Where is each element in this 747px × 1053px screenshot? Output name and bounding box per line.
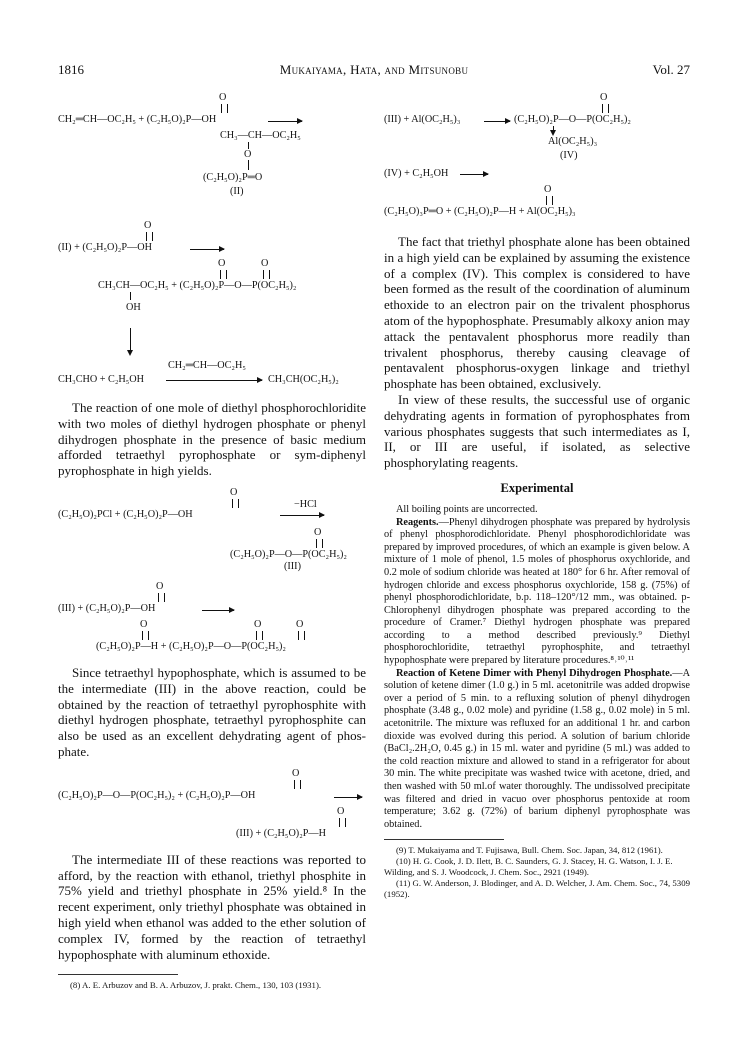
running-title: Mukaiyama, Hata, and Mitsunobu [279, 62, 469, 77]
oxygen-atom: O [144, 220, 152, 231]
section-heading: Experimental [500, 480, 574, 495]
oxygen-atom: O [600, 92, 608, 103]
double-bond [602, 104, 609, 113]
down-arrow [130, 328, 131, 354]
oxygen-atom: O [314, 526, 322, 538]
double-bond [146, 232, 153, 241]
paragraph-body: —A solution of ketene dimer (1.0 g.) in 5 ml. acetonitrile was added dropwise over a period of 5 min. to a refluxing solution of phenyl dihydrogen phosphate (3.48 g., 0.02 mole) and pyridine (1.58 g., 0.02 mole) in 5 ml. acetonitrile. The mixture was refluxed for an additional 1 hr. and carbon dioxide was evolved during this period. A solution of barium chloride (BaCl₂.2H₂O, 0.45 g.) in 15 ml. water and pyridine (5 ml.) was added to the cold reaction mixture and allowed to stand in a refrigerator for about 30 min. The white precipitate was washed twice with acetone, dried, and then washed with 50 ml.of water thoroughly. The undissolved precipitate was filtered and dried in vacuo over phosphorus pentoxide at room temperature; 3.62 g. (72%) of barium diphenyl pyrophosphate was obtained. [384, 667, 690, 830]
reaction-arrow [460, 174, 488, 175]
compound-label: (IV) [560, 150, 578, 161]
left-column [58, 92, 366, 991]
oxygen-atom: O [230, 486, 238, 498]
reaction-arrow [202, 610, 234, 611]
paragraph: The intermediate III of these reactions was reported to afford, by the reaction with ethanol, triethyl phosphite in 75% yield and triethyl phosphate in 25% yield.⁸ In the recent experiment, only triethyl phosphate was obtained in high yield when ethanol was added to the ether solution of complex IV, formed by the reaction of tetraethyl hypophosphate with aluminum ethoxide. [58, 851, 366, 962]
products: CH₃CH—OC₂H₅ + (C₂H₅O)₂P—O—P(OC₂H₅)₂ [98, 280, 297, 291]
double-bond [220, 270, 227, 279]
bond [130, 292, 131, 300]
aluminum-ethoxide: Al(OC₂H₅)₃ [548, 136, 598, 147]
double-bond [221, 104, 228, 113]
footnote-divider [384, 839, 504, 840]
paragraph: All boiling points are uncorrected. [396, 503, 538, 515]
product: (C₂H₅O)₂P—O—P(OC₂H₅)₂ [230, 548, 347, 560]
reactants: (C₂H₅O)₂PCl + (C₂H₅O)₂P—OH [58, 508, 193, 520]
products: (III) + (C₂H₅O)₂P—H [236, 827, 326, 839]
equation-1 [58, 92, 366, 220]
run-in-heading: Reagents. [396, 516, 439, 528]
double-bond [298, 631, 305, 640]
footnote: (10) H. G. Cook, J. D. Ilett, B. C. Saunders, G. J. Stacey, H. G. Watson, I. J. E. Wilding, and S. J. Woodcock, J. Chem. Soc., 2921 (1949). [384, 856, 673, 878]
oxygen-atom: O [219, 92, 227, 103]
products: (C₂H₅O)₃P═O + (C₂H₅O)₂P—H + Al(OC₂H₅)₃ [384, 206, 576, 217]
paragraph: The fact that triethyl phosphate alone has been obtained in a high yield can be explained by assuming the existence of a complex (IV). This complex is considered to have been formed as the result of the coordination of aluminum ethoxide to an electron pair on the trivalent phosphorus atom of the hypophosphate. Presumably alkoxy anion may attack the pentavalent phosphorus more readily than trivalent phosphorus, thereby causing cleavage of pentavalent phosphorus-oxygen linkage and triethyl phosphate has been obtained, exclusively. [384, 234, 690, 392]
double-bond [316, 539, 323, 548]
product: (C₂H₅O)₂P═O [203, 172, 263, 183]
oxygen-atom: O [218, 258, 226, 269]
double-bond [256, 631, 263, 640]
oxygen-atom: O [140, 618, 148, 630]
bond [248, 160, 249, 170]
reactants: CH₃CHO + C₂H₅OH [58, 374, 145, 385]
coordination-arrow [553, 126, 554, 134]
double-bond [263, 270, 270, 279]
paragraph: The reaction of one mole of diethyl phosphorochloridite with two moles of diethyl hydrogen phosphate or phenyl dihydrogen phosphate in the presence of basic medium afforded tetraethyl pyrophosphate or sym-diphenyl pyrophosphate in high yields. [58, 400, 366, 479]
reaction-arrow [334, 797, 362, 798]
oxygen-atom: O [254, 618, 262, 630]
double-bond [142, 631, 149, 640]
oxygen-atom: O [244, 149, 252, 160]
compound-label: (II) [230, 186, 244, 197]
compound-label: (III) [284, 560, 301, 572]
reactants: CH₂═CH—OC₂H₅ + (C₂H₅O)₂P—OH [58, 114, 217, 125]
product: CH₃CH(OC₂H₅)₂ [268, 374, 339, 385]
ketene-paragraph [384, 668, 690, 832]
double-bond [232, 499, 239, 508]
paragraph: In view of these results, the successful use of organic dehydrating agents in formation of pyrophosphates from various phosphates suggests that such intermediates as I, II, or III are useful, if isolated, as selective phosphorylating reagents. [384, 391, 690, 471]
reactants: (C₂H₅O)₂P—O—P(OC₂H₅)₂ + (C₂H₅O)₂P—OH [58, 789, 256, 801]
equation-2 [58, 220, 366, 328]
double-bond [339, 818, 346, 827]
reagent-condition: −HCl [294, 498, 317, 510]
reactants: (II) + (C₂H₅O)₂P—OH [58, 242, 152, 253]
reagent-condition: CH₂═CH—OC₂H₅ [168, 360, 246, 371]
intermediate: CH₃—CH—OC₂H₅ [220, 130, 301, 141]
oxygen-atom: O [337, 805, 345, 817]
reaction-arrow [268, 121, 302, 122]
reaction-arrow [280, 515, 324, 516]
hydroxyl: OH [126, 302, 141, 313]
page-header [58, 62, 690, 82]
equation-5 [58, 581, 366, 659]
equation-4 [58, 487, 366, 581]
oxygen-atom: O [296, 618, 304, 630]
footnote-divider [58, 974, 178, 975]
footnote: (8) A. E. Arbuzov and B. A. Arbuzov, J. prakt. Chem., 130, 103 (1931). [70, 980, 322, 991]
complex-product: (C₂H₅O)₂P—O—P(OC₂H₅)₂ [514, 114, 631, 125]
volume-label: Vol. 27 [652, 62, 690, 77]
bond [248, 142, 249, 149]
reagents-paragraph [384, 517, 690, 668]
paragraph-body: —Phenyl dihydrogen phosphate was prepared by hydrolysis of phenyl phosphorodichloridate. Phenyl phosphorodichloridate was prepared by improved procedures, of which an example is given below. A mixture of 1 mole of phenol, 1.5 moles of phosphorus oxychloride, and 0.2 mole of sodium chloride was heated at 180° for 6 hr. After removal of hydrogen chloride and excess phosphorus oxychloride, 158 g. (75%) of phenyl phosphorodichloridate, b.p. 118–120°/12 mm., was obtained. p-Chlorophenyl dihydrogen phosphate was prepared according to the procedure of Cramer.⁷ Diethyl hydrogen phosphate was prepared according to a method described previously.⁹ Diethyl phosphorochloridite, tetraethyl pyrophosphite, and tetraethyl hypophosphate were prepared by literature procedures.⁸˒¹⁰˒¹¹ [384, 516, 690, 667]
footnote: (9) T. Mukaiyama and T. Fujisawa, Bull. Chem. Soc. Japan, 34, 812 (1961). [396, 845, 663, 856]
footnote: (11) G. W. Anderson, J. Blodinger, and A. D. Welcher, J. Am. Chem. Soc., 74, 5309 (1952). [384, 878, 690, 900]
paragraph: Since tetraethyl hypophosphate, which is assumed to be the intermediate (III) in the above reaction, could be obtained by the reaction of tetraethyl pyrophosphite with diethyl hydrogen phosphate, tetraethyl pyrophosphite can also be used as an excellent dehydrating agent of phosphate. [58, 664, 366, 759]
equation-6 [58, 768, 366, 848]
oxygen-atom: O [544, 184, 552, 195]
reaction-arrow [190, 249, 224, 250]
reactants: (III) + (C₂H₅O)₂P—OH [58, 602, 156, 614]
reaction-arrow [484, 121, 510, 122]
double-bond [294, 780, 301, 789]
run-in-heading: Reaction of Ketene Dimer with Phenyl Dihydrogen Phosphate. [396, 667, 673, 679]
products: (C₂H₅O)₂P—H + (C₂H₅O)₂P—O—P(OC₂H₅)₂ [96, 640, 286, 652]
oxygen-atom: O [292, 767, 300, 779]
equation-8 [384, 168, 690, 226]
equation-7 [384, 92, 690, 168]
reactants: (IV) + C₂H₅OH [384, 168, 449, 179]
right-column [384, 92, 690, 900]
double-bond [546, 196, 553, 205]
double-bond [158, 593, 165, 602]
page-number: 1816 [58, 62, 84, 77]
equation-3 [58, 328, 366, 390]
reactants: (III) + Al(OC₂H₅)₃ [384, 114, 461, 125]
oxygen-atom: O [156, 580, 164, 592]
oxygen-atom: O [261, 258, 269, 269]
reaction-arrow [166, 380, 262, 381]
